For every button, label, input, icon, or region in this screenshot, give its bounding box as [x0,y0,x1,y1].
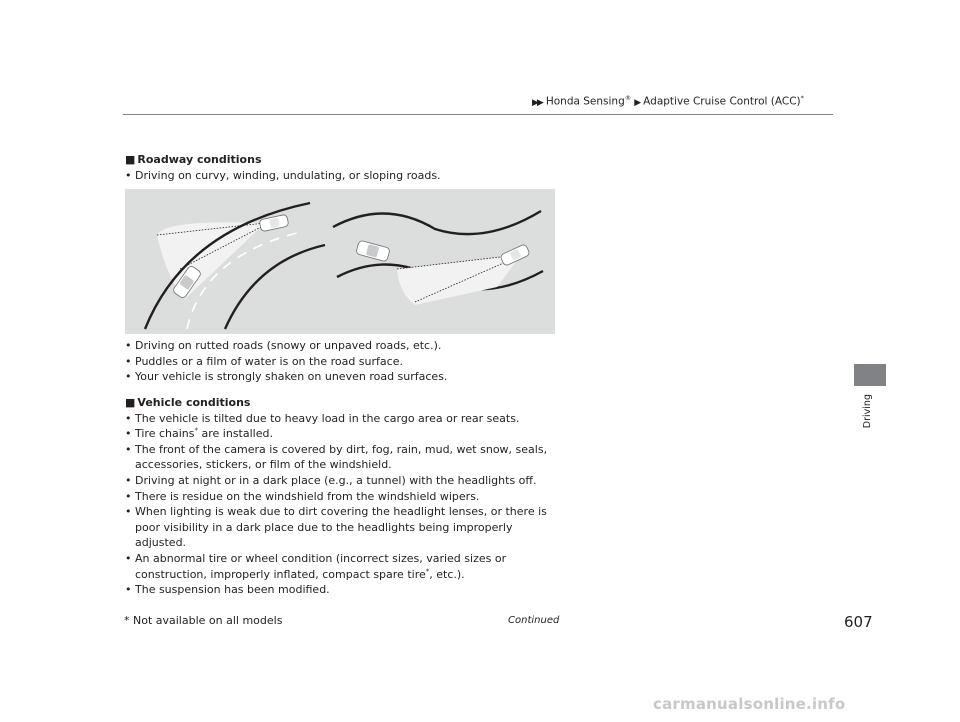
not-all-models-mark: * [800,94,804,102]
curvy-road-diagram [125,189,555,334]
list-item: • Puddles or a film of water is on the road surface. [125,354,565,370]
list-item: • The front of the camera is covered by dirt, fog, rain, mud, wet snow, seals, accessories, stickers, or film of the windshield. [125,442,565,473]
footnote: * Not available on all models [124,614,283,627]
list-item: • Driving on curvy, winding, undulating, or sloping roads. [125,168,565,184]
page-content [125,152,565,598]
double-triangle-arrow-icon: ▶ [634,97,640,108]
header-divider [123,114,833,115]
list-item [125,426,565,442]
list-item [125,551,565,582]
breadcrumb-part1: Honda Sensing [545,95,625,108]
section-heading-roadway [125,152,565,168]
watermark: carmanualsonline.info [653,695,846,713]
list-item: • Your vehicle is strongly shaken on uneven road surfaces. [125,369,565,385]
list-item: • The suspension has been modified. [125,582,565,598]
section-title: Vehicle conditions [137,395,251,409]
list-item: • Driving at night or in a dark place (e.g., a tunnel) with the headlights off. [125,473,565,489]
list-item: • There is residue on the windshield from the windshield wipers. [125,489,565,505]
black-square-icon: ■ [125,395,136,409]
list-item-text: are installed. [201,427,273,441]
breadcrumb-part2: Adaptive Cruise Control (ACC) [643,95,801,108]
not-all-models-mark: * [425,566,430,575]
breadcrumb [532,94,804,108]
not-all-models-mark: * [194,426,199,435]
chapter-tab-marker [854,364,886,386]
curvy-road-illustration [125,189,555,334]
list-item-text: Tire chains [135,427,195,441]
page-number: 607 [844,613,873,631]
bullet-list-roadway-2 [125,338,565,385]
registered-mark: ® [624,94,632,102]
section-title: Roadway conditions [137,153,262,166]
list-item-text: An abnormal tire or wheel condition (incorrect sizes, varied sizes or construction, improperly inflated, compact spare tire [135,551,507,581]
double-triangle-arrow-icon: ▶▶ [532,97,542,108]
list-item: • Driving on rutted roads (snowy or unpaved roads, etc.). [125,338,565,354]
section-heading-vehicle [125,395,565,411]
bullet-list-vehicle [125,411,565,598]
bullet-list-roadway-1 [125,168,565,184]
list-item: • The vehicle is tilted due to heavy load in the cargo area or rear seats. [125,411,565,427]
black-square-icon: ■ [125,153,136,166]
list-item-text: , etc.). [429,567,465,581]
continued-label: Continued [508,615,560,626]
chapter-tab-label: Driving [862,394,873,429]
list-item: • When lighting is weak due to dirt covering the headlight lenses, or there is poor visibility in a dark place due to the headlights being improperly adjusted. [125,504,565,551]
